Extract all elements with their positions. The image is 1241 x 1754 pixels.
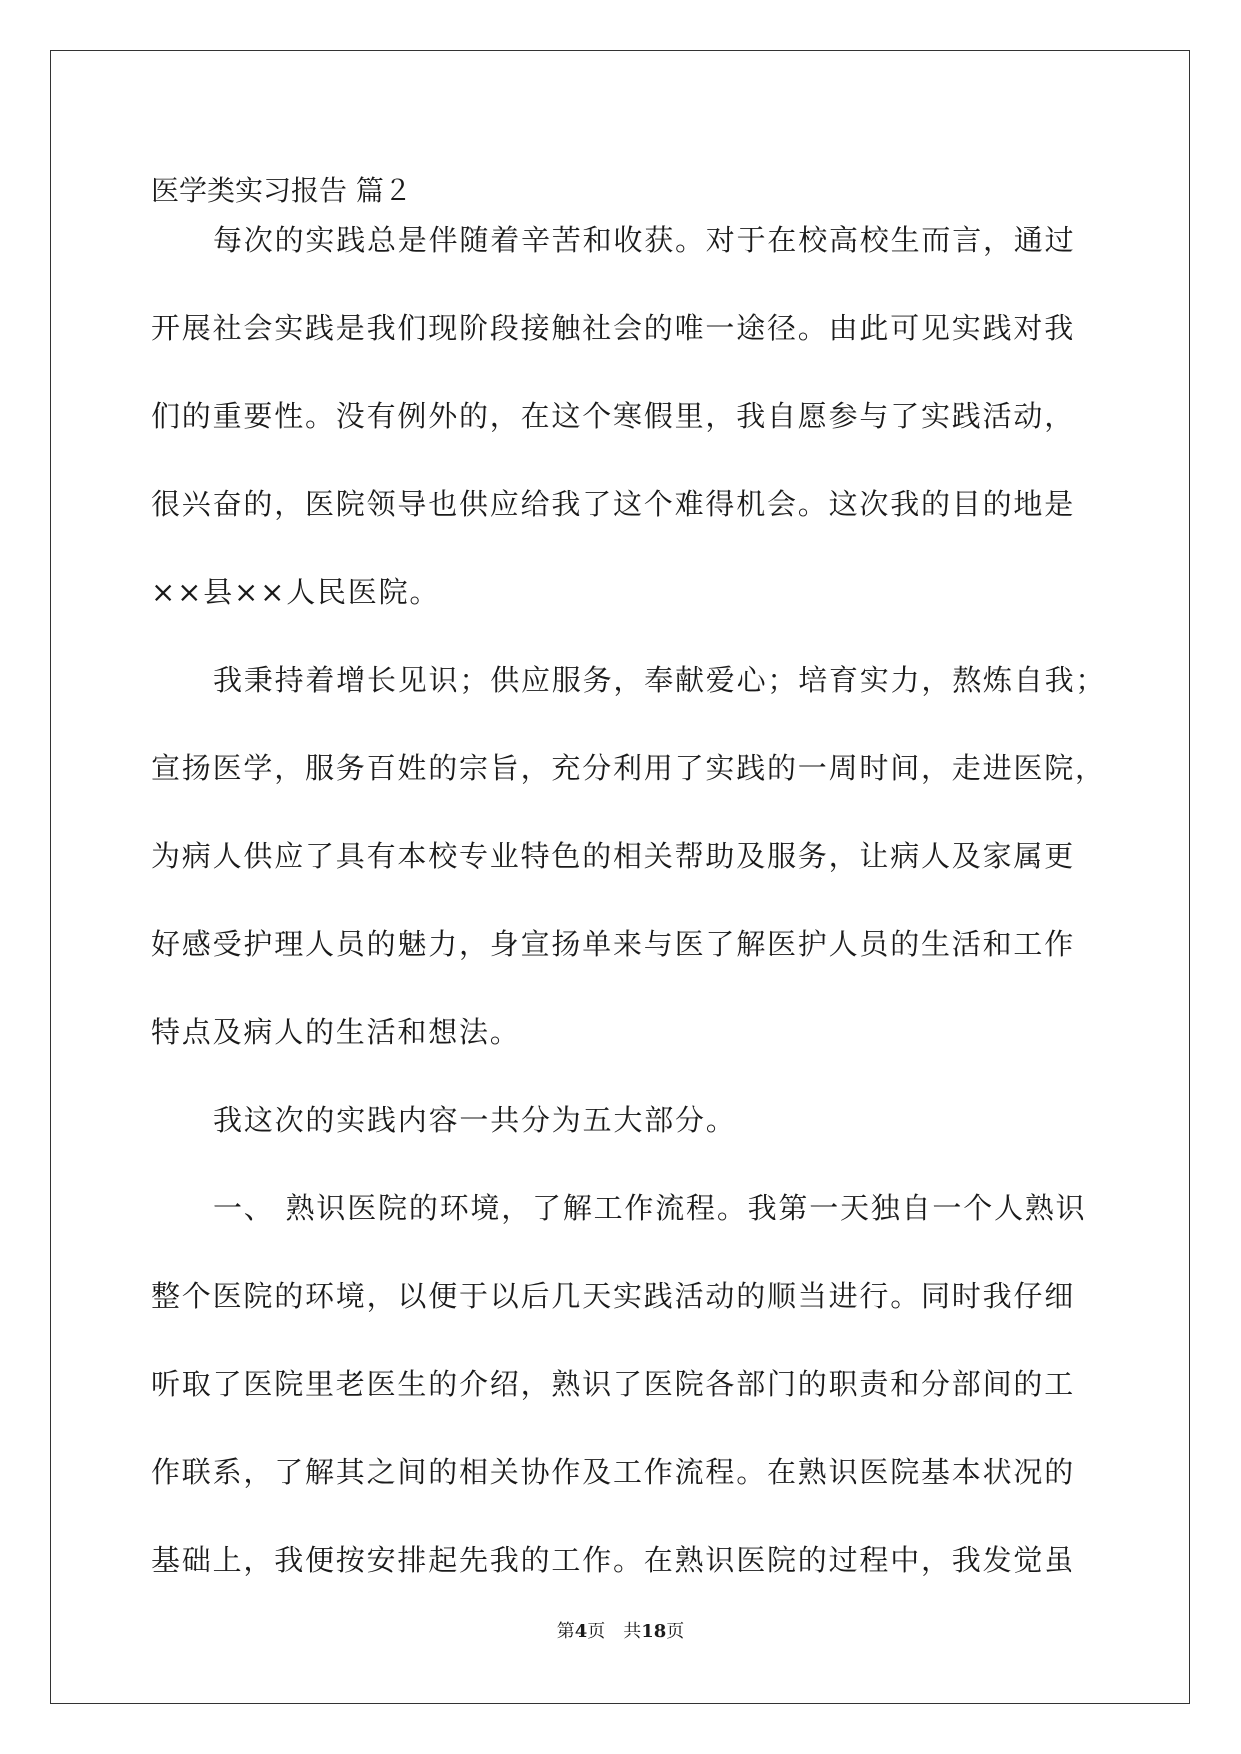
text-line: 很兴奋的，医院领导也供应给我了这个难得机会。这次我的目的地是 [151, 487, 1076, 521]
text-line: 为病人供应了具有本校专业特色的相关帮助及服务，让病人及家属更 [151, 839, 1076, 873]
paragraph-4 [151, 1188, 1091, 1628]
paragraph-3 [151, 1100, 1091, 1188]
text-line: 特点及病人的生活和想法。 [151, 1015, 521, 1049]
text-line: 我秉持着增长见识；供应服务，奉献爱心；培育实力，熬炼自我； [213, 663, 1107, 697]
footer-prefix: 第 [556, 1621, 575, 1642]
footer-total-pages: 18 [641, 1621, 667, 1642]
footer-page-number: 4 [574, 1621, 588, 1642]
paragraph-2 [151, 660, 1107, 1100]
text-line: 我这次的实践内容一共分为五大部分。 [213, 1103, 737, 1137]
text-line: 整个医院的环境，以便于以后几天实践活动的顺当进行。同时我仔细 [151, 1279, 1076, 1313]
text-line: 好感受护理人员的魅力，身宣扬单来与医了解医护人员的生活和工作 [151, 927, 1076, 961]
text-line: 宣扬医学，服务百姓的宗旨，充分利用了实践的一周时间，走进医院， [151, 751, 1106, 785]
text-line: 一、 熟识医院的环境，了解工作流程。我第一天独自一个人熟识 [213, 1191, 1087, 1225]
footer-suffix: 页 [666, 1621, 685, 1642]
text-line: 每次的实践总是伴随着辛苦和收获。对于在校高校生而言，通过 [213, 223, 1076, 257]
text-line: 们的重要性。没有例外的，在这个寒假里，我自愿参与了实践活动， [151, 399, 1076, 433]
text-line: 开展社会实践是我们现阶段接触社会的唯一途径。由此可见实践对我 [151, 311, 1076, 345]
text-line: ××县××人民医院。 [151, 575, 441, 609]
paragraph-1 [151, 220, 1091, 660]
footer-mid: 页 共 [587, 1621, 642, 1642]
text-line: 基础上，我便按安排起先我的工作。在熟识医院的过程中，我发觉虽 [151, 1543, 1076, 1577]
text-line: 听取了医院里老医生的介绍，熟识了医院各部门的职责和分部间的工 [151, 1367, 1076, 1401]
document-title: 医学类实习报告 篇２ [151, 174, 412, 207]
page-footer [0, 1620, 1241, 1644]
text-line: 作联系，了解其之间的相关协作及工作流程。在熟识医院基本状况的 [151, 1455, 1076, 1489]
